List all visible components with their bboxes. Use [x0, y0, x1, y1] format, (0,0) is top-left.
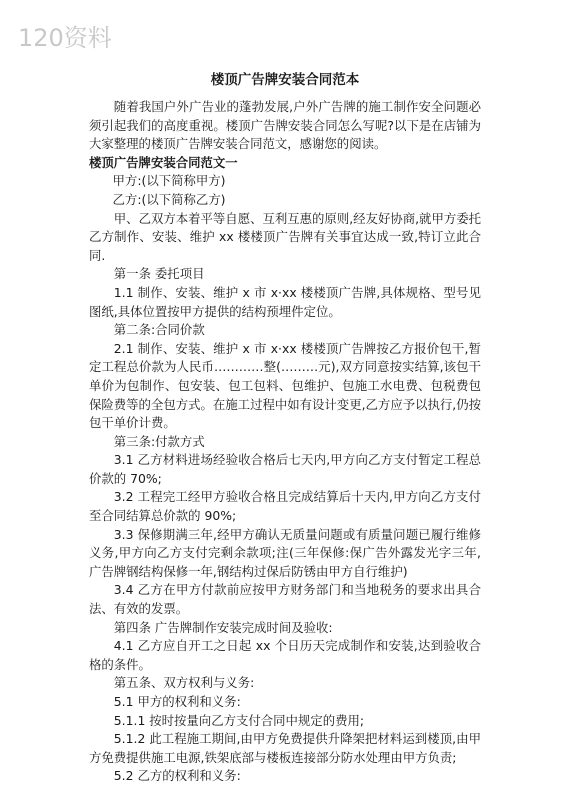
paragraph: 1.1 制作、安装、维护 x 市 x·xx 楼楼顶广告牌,具体规格、型号见图纸,具体位置按甲方提供的结构预埋件定位。 [89, 284, 481, 319]
watermark-logo: 120资料 [18, 24, 112, 52]
paragraph: 第四条 广告牌制作安装完成时间及验收: [113, 619, 333, 635]
section-heading: 楼顶广告牌安装合同范文一 [89, 154, 238, 170]
paragraph: 4.1 乙方应自开工之日起 xx 个日历天完成制作和安装,达到验收合格的条件。 [89, 638, 481, 672]
paragraph: 3.2 工程完工经甲方验收合格且完成结算后十天内,甲方向乙方支付至合同结算总价款的 90%; [89, 489, 481, 524]
paragraph: 第五条、双方权利与义务: [113, 675, 255, 691]
paragraph: 第二条:合同价款 [113, 322, 205, 338]
paragraph: 5.1.2 此工程施工期间,由甲方免费提供升降架把材料运到楼顶,由甲方免费提供施工电源,铁架底部与楼板连接部分防水处理由甲方负责; [89, 731, 481, 765]
paragraph: 甲、乙双方本着平等自愿、互利互惠的原则,经友好协商,就甲方委托乙方制作、安装、维护 xx 楼楼顶广告牌有关事宜达成一致,特订立此合同. [89, 210, 482, 263]
paragraph: 甲方:(以下简称甲方) [112, 173, 226, 189]
paragraph: 3.1 乙方材料进场经验收合格后七天内,甲方向乙方支付暂定工程总价款的 70%; [89, 452, 481, 486]
paragraph: 随着我国户外广告业的蓬勃发展,户外广告牌的施工制作安全问题必须引起我们的高度重视。楼顶广告牌安装合同怎么写呢?以下是在店铺为大家整理的楼顶广告牌安装合同范文，感谢您的阅读。 [89, 99, 481, 152]
paragraph: 第三条:付款方式 [113, 433, 205, 449]
paragraph: 3.3 保修期满三年,经甲方确认无质量问题或有质量问题已履行维修义务,甲方向乙方支付完剩余款项;注(三年保修:保广告外露发光字三年,广告牌钢结构保修一年,钢结构过保后防锈由甲方自行维护) [89, 526, 481, 579]
paragraph: 乙方:(以下简称乙方) [112, 191, 226, 207]
paragraph: 2.1 制作、安装、维护 x 市 x·xx 楼楼顶广告牌按乙方报价包干,暂定工程总价款为人民币…………整(………元),双方同意按实结算,该包干单价为包制作、包安装、包工包料、包维护、包施工水电费、包税费包保险费等的全包方式。在施工过程中如有设计变更,乙方应予以执行,仍按包干单价计费。 [89, 340, 481, 431]
paragraph: 5.2 乙方的权利和义务: [113, 768, 241, 784]
paragraph: 5.1 甲方的权利和义务: [113, 694, 241, 709]
paragraph: 5.1.1 按时按量向乙方支付合同中规定的费用; [113, 712, 365, 728]
document-title: 楼顶广告牌安装合同范本 [210, 72, 360, 88]
paragraph: 3.4 乙方在甲方付款前应按甲方财务部门和当地税务的要求出具合法、有效的发票。 [89, 582, 481, 617]
paragraph: 第一条 委托项目 [113, 266, 205, 282]
document-body [89, 98, 481, 786]
